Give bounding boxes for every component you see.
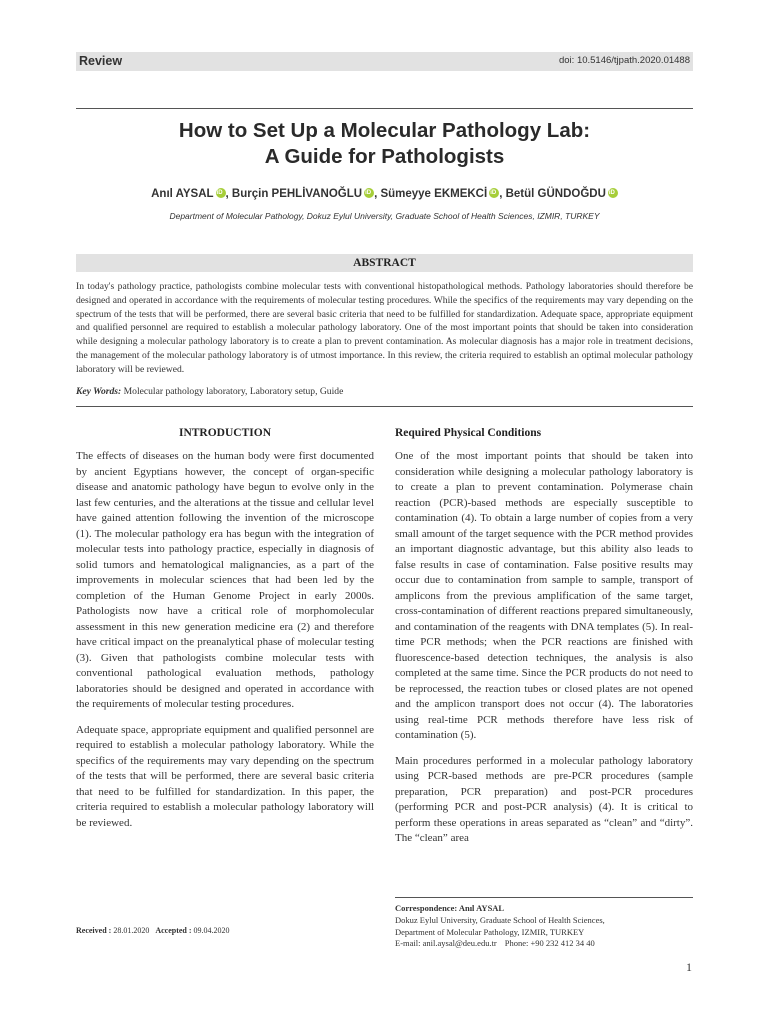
abstract-divider xyxy=(76,406,693,407)
correspondence-block xyxy=(395,903,693,950)
orcid-icon[interactable] xyxy=(608,188,618,198)
author xyxy=(380,188,499,200)
header-bar xyxy=(76,52,693,71)
section-heading-introduction: INTRODUCTION xyxy=(178,427,271,439)
article-type-label: Review xyxy=(79,54,123,68)
abstract-heading: ABSTRACT xyxy=(76,254,693,272)
page-title xyxy=(76,118,693,170)
correspondence-line: Dokuz Eylul University, Graduate School of Health Sciences, xyxy=(395,914,605,925)
author-name: Anıl AYSAL xyxy=(151,188,214,200)
accepted-label: Accepted : xyxy=(155,926,192,935)
title-line-1: How to Set Up a Molecular Pathology Lab: xyxy=(178,119,591,142)
author-list: Anıl AYSALiD , Burçin PEHLİVANOĞLUiD , Sümeyye EKMEKCİiD , Betül GÜNDOĞDUiD xyxy=(76,188,693,200)
keywords-value: Molecular pathology laboratory, Laboratory setup, Guide xyxy=(123,386,344,397)
correspondence-contact xyxy=(395,938,693,950)
correspondence-divider xyxy=(395,897,693,898)
orcid-icon[interactable] xyxy=(489,188,499,198)
author-name: Sümeyye EKMEKCİ xyxy=(380,188,488,200)
received-date: 28.01.2020 xyxy=(113,926,150,935)
correspondence-email[interactable]: E-mail: anil.aysal@deu.edu.tr xyxy=(395,938,497,949)
author xyxy=(506,188,618,200)
paragraph: Main procedures performed in a molecular pathology laboratory using PCR-based methods are pre-PCR procedures (sample preparation, PCR preparation) and post-PCR procedures (performing PCR and post-PCR analysis) (4). It is critical to perform these operations in areas separated as “clean” and “dirty”. The “clean” area xyxy=(395,754,693,844)
section-heading-physical-conditions: Required Physical Conditions xyxy=(395,427,542,439)
paragraph: The effects of diseases on the human body were first documented by ancient Egyptians however, the concept of organ-specific disease and anatomic pathology have begun to evolve only in the last few centuries, and the alterations at the tissue and cellular level have gained attention following the invention of the microscope (1). The molecular pathology era has begun with the integration of molecular tests into pathology practice, especially in diagnosis of solid tumors and hematological malignancies, as a part of the improvements in molecular sciences that had been led by the completion of the Human Genome Project in early 2000s. Pathologists now have a critical role of morphomolecular assessment in this new generation medicine era (2) and therefore have critical impact on the preanalytical phase of molecular testing (3). Given that pathologists combine molecular tests with conventional pathological evaluation methods, pathology laboratories should be designed and operated in accordance with the requirements of molecular testing procedures. xyxy=(76,450,374,710)
orcid-icon[interactable] xyxy=(216,188,226,198)
correspondence-title: Correspondence: Anıl AYSAL xyxy=(395,903,505,913)
doi-text[interactable]: doi: 10.5146/tjpath.2020.01488 xyxy=(558,55,690,66)
correspondence-line: Department of Molecular Pathology, IZMIR, TURKEY xyxy=(395,926,585,937)
affiliation: Department of Molecular Pathology, Dokuz Eylul University, Graduate School of Health Sciences, IZMIR, TURKEY xyxy=(169,211,600,221)
author-name: Burçin PEHLİVANOĞLU xyxy=(231,188,363,200)
left-column xyxy=(76,426,374,841)
author-name: Betül GÜNDOĞDU xyxy=(505,188,606,200)
paragraph: Adequate space, appropriate equipment and qualified personnel are required to establish a molecular pathology laboratory. While the specifics of the requirements may vary depending on the spectrum of the tests that will be performed, there are several basic criteria that need to be fulfilled for standardization. In this paper, the criteria required to establish a molecular pathology laboratory will be reviewed. xyxy=(76,723,374,829)
received-label: Received : xyxy=(76,926,112,935)
page-number: 1 xyxy=(686,960,692,974)
orcid-icon[interactable] xyxy=(364,188,374,198)
title-line-2: A Guide for Pathologists xyxy=(264,145,505,168)
paragraph: One of the most important points that should be taken into consideration while designing a molecular pathology laboratory is to create a plan to prevent contamination. Polymerase chain reaction (PCR)-based methods are especially susceptible to contamination (4). To obtain a large number of copies from a very small amount of the target sequence with the PCR method provides an important diagnostic advantage, but this ability also leads to false results in case of contamination. False positive results may occur due to contamination from sample to sample, transport of amplicons from the previous amplification of the same target, cross-contamination of different reactions prepared simultaneously, and contamination of the reagents with DNA templates (5). In real-time PCR methods; when the PCR reactions are finished with fluorescence-based detection techniques, the analysis is also completed at the same time. Since the PCR products do not need to be reprocessed, the reaction tubes or closed plates are not opened and the amplicon transport does not occur (4). The laboratories using real-time PCR methods therefore have less risk of contamination (5). xyxy=(395,450,693,741)
author xyxy=(151,188,225,200)
author xyxy=(232,188,374,200)
keywords xyxy=(76,386,693,397)
abstract-text: In today's pathology practice, pathologists combine molecular tests with conventional histopathological methods. Pathology laboratories should therefore be designed and operated in accordance with the requirements of molecular testing procedures. While the specifics of the requirements may vary depending on the spectrum of the tests that will be performed, there are several basic criteria that need to be fulfilled for standardization. Adequate space, appropriate equipment and qualified personnel are required to establish a molecular pathology laboratory. One of the most important points that should be taken into consideration while designing a molecular pathology laboratory is to create a plan to prevent contamination. As molecular diagnosis has a major role in treatment decisions, the management of the molecular pathology laboratory is of utmost importance. In this review, the criteria required to establish an optimal molecular pathology laboratory will be reviewed. xyxy=(76,281,693,375)
correspondence-phone: Phone: +90 232 412 34 40 xyxy=(504,938,595,949)
keywords-label: Key Words: xyxy=(76,386,122,397)
right-column xyxy=(395,426,693,857)
accepted-date: 09.04.2020 xyxy=(193,926,230,935)
received-accepted-dates xyxy=(76,926,230,935)
title-divider xyxy=(76,108,693,109)
